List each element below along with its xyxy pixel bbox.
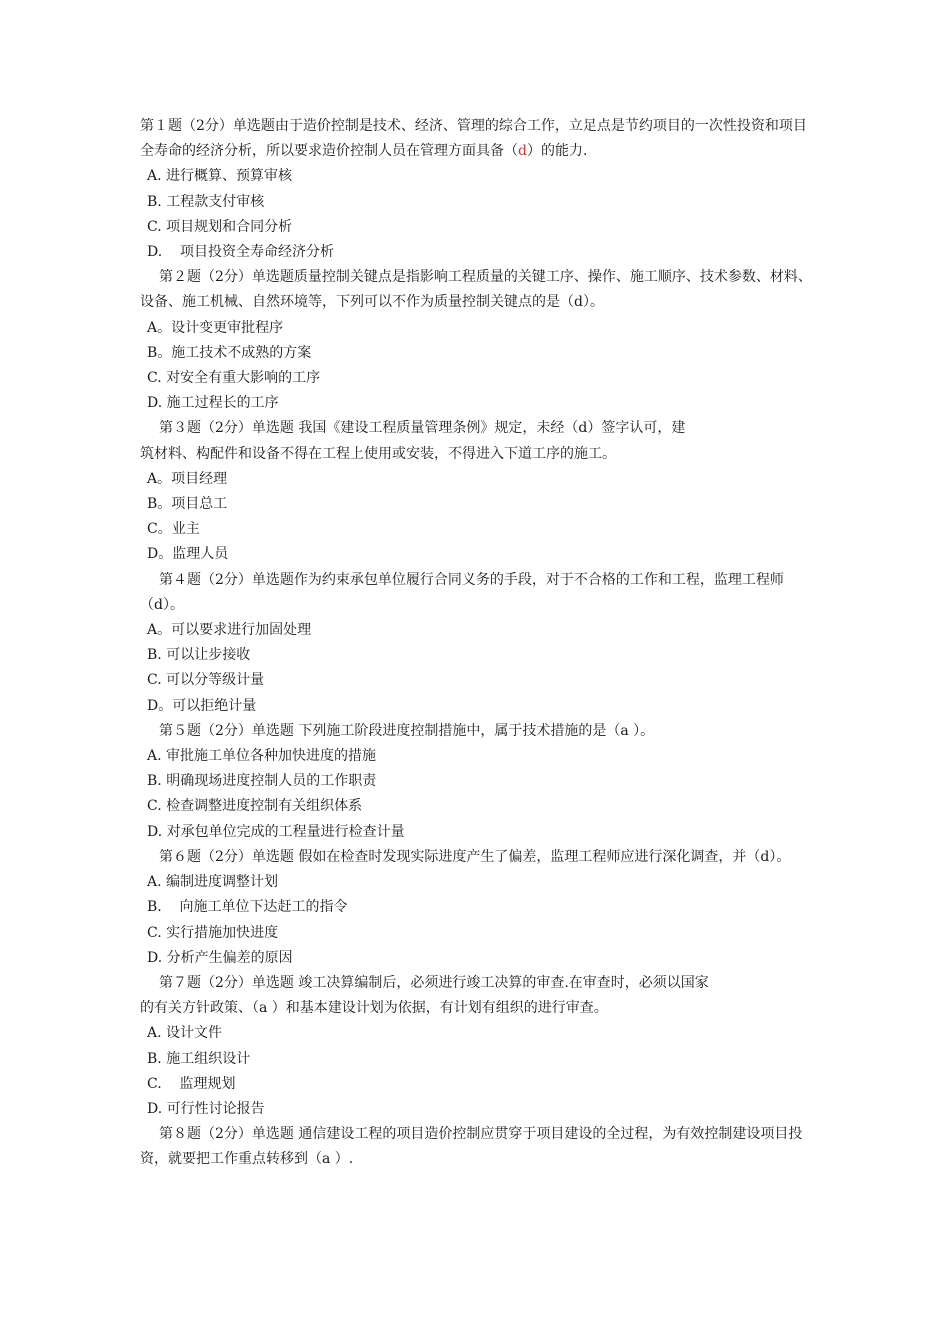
question-block (140, 971, 820, 1122)
answer-letter: a (259, 1000, 268, 1017)
answer-option: D. 可行性讨论报告 (147, 1100, 265, 1117)
question-stem: 第１题（2分）单选题由于造价控制是技术、经济、管理的综合工作，立足点是节约项目的一次性投资和项目全寿命的经济分析，所以要求造价控制人员在管理方面具备（ (140, 118, 807, 160)
answer-letter: d (578, 420, 588, 437)
answer-letter: a (322, 1151, 331, 1168)
answer-option: D. 对承包单位完成的工程量进行检查计量 (147, 823, 405, 840)
question-stem: 第２题（2分）单选题质量控制关键点是指影响工程质量的关键工序、操作、施工顺序、技术参数、材料、设备、施工机械、自然环境等，下列可以不作为质量控制关键点的是（ (140, 269, 812, 311)
option-list (140, 870, 820, 971)
answer-letter: d (760, 848, 770, 865)
answer-option: C. 检查调整进度控制有关组织体系 (147, 798, 363, 815)
question-stem: 第７题（2分）单选题 竣工决算编制后，必须进行竣工决算的审查.在审查时，必须以国家 的有关方针政策、（ (140, 974, 709, 1017)
question-block (140, 265, 820, 416)
option-list (140, 618, 820, 719)
answer-option: A。可以要求进行加固处理 (147, 622, 312, 639)
option-list (140, 744, 820, 845)
answer-letter: d (154, 596, 163, 613)
question-block (140, 719, 820, 845)
question-block (140, 845, 820, 971)
answer-option: A. 编制进度调整计划 (147, 874, 279, 891)
answer-option: C. 可以分等级计量 (147, 672, 265, 689)
answer-option: A. 进行概算、预算审核 (147, 168, 293, 185)
question-text (140, 719, 820, 744)
question-stem: 第５题（2分）单选题 下列施工阶段进度控制措施中，属于技术措施的是（ (159, 722, 621, 739)
answer-option: A。项目经理 (147, 470, 228, 487)
answer-option: C. 项目规划和合同分析 (147, 218, 293, 235)
question-stem-tail: ）和基本建设计划为依据，有计划有组织的进行审查。 (267, 1000, 608, 1017)
answer-letter: a (620, 722, 629, 739)
answer-option: C。业主 (147, 521, 200, 538)
question-stem: 第３题（2分）单选题 我国《建设工程质量管理条例》规定，未经（ (159, 420, 579, 437)
question-stem-tail: ）。 (628, 722, 655, 739)
answer-option: C. 监理规划 (147, 1075, 236, 1092)
answer-option: C. 实行措施加快进度 (147, 924, 279, 941)
answer-option: A。设计变更审批程序 (147, 319, 284, 336)
question-text (140, 114, 820, 164)
question-text (140, 971, 820, 1021)
answer-option: D。可以拒绝计量 (147, 697, 257, 714)
answer-option: D. 施工过程长的工序 (147, 395, 279, 412)
answer-option: B。项目总工 (147, 496, 228, 513)
answer-option: B。施工技术不成熟的方案 (147, 344, 312, 361)
answer-option: B. 施工组织设计 (147, 1050, 251, 1067)
answer-option: B. 可以让步接收 (147, 647, 251, 664)
question-stem-tail: ）. (330, 1151, 354, 1168)
question-stem-tail: ）的能力. (526, 143, 588, 160)
option-list (140, 164, 820, 265)
question-block (140, 114, 820, 265)
question-text (140, 1122, 820, 1172)
option-list (140, 316, 820, 417)
answer-option: B. 向施工单位下达赶工的指令 (147, 899, 348, 916)
question-block (140, 568, 820, 719)
answer-option: D。监理人员 (147, 546, 229, 563)
answer-option: D. 项目投资全寿命经济分析 (147, 244, 334, 261)
question-stem: 第４题（2分）单选题作为约束承包单位履行合同义务的手段，对于不合格的工作和工程，监理工程师（ (140, 571, 784, 613)
answer-letter: d (574, 294, 583, 311)
question-block (140, 416, 820, 567)
question-stem-tail: ）。 (582, 294, 604, 311)
question-block (140, 1122, 820, 1172)
question-text (140, 568, 820, 618)
answer-letter: d (518, 143, 527, 160)
question-text (140, 416, 820, 466)
question-text (140, 845, 820, 870)
document-body (140, 114, 820, 1173)
option-list (140, 467, 820, 568)
question-stem-tail: ）签字认可，建 筑材料、构配件和设备不得在工程上使用或安装，不得进入下道工序的施工。 (140, 420, 686, 462)
answer-option: B. 明确现场进度控制人员的工作职责 (147, 773, 377, 790)
question-stem-tail: ）。 (769, 848, 791, 865)
question-stem: 第６题（2分）单选题 假如在检查时发现实际进度产生了偏差，监理工程师应进行深化调查，并（ (159, 848, 761, 865)
question-stem: 第８题（2分）单选题 通信建设工程的项目造价控制应贯穿于项目建设的全过程，为有效控制建设项目投资，就要把工作重点转移到（ (140, 1126, 803, 1168)
answer-option: B. 工程款支付审核 (147, 193, 265, 210)
answer-option: A. 设计文件 (147, 1025, 223, 1042)
option-list (140, 1021, 820, 1122)
answer-option: D. 分析产生偏差的原因 (147, 949, 293, 966)
answer-option: A. 审批施工单位各种加快进度的措施 (147, 748, 377, 765)
question-text (140, 265, 820, 315)
question-stem-tail: ）。 (162, 596, 184, 613)
answer-option: C. 对安全有重大影响的工序 (147, 370, 321, 387)
